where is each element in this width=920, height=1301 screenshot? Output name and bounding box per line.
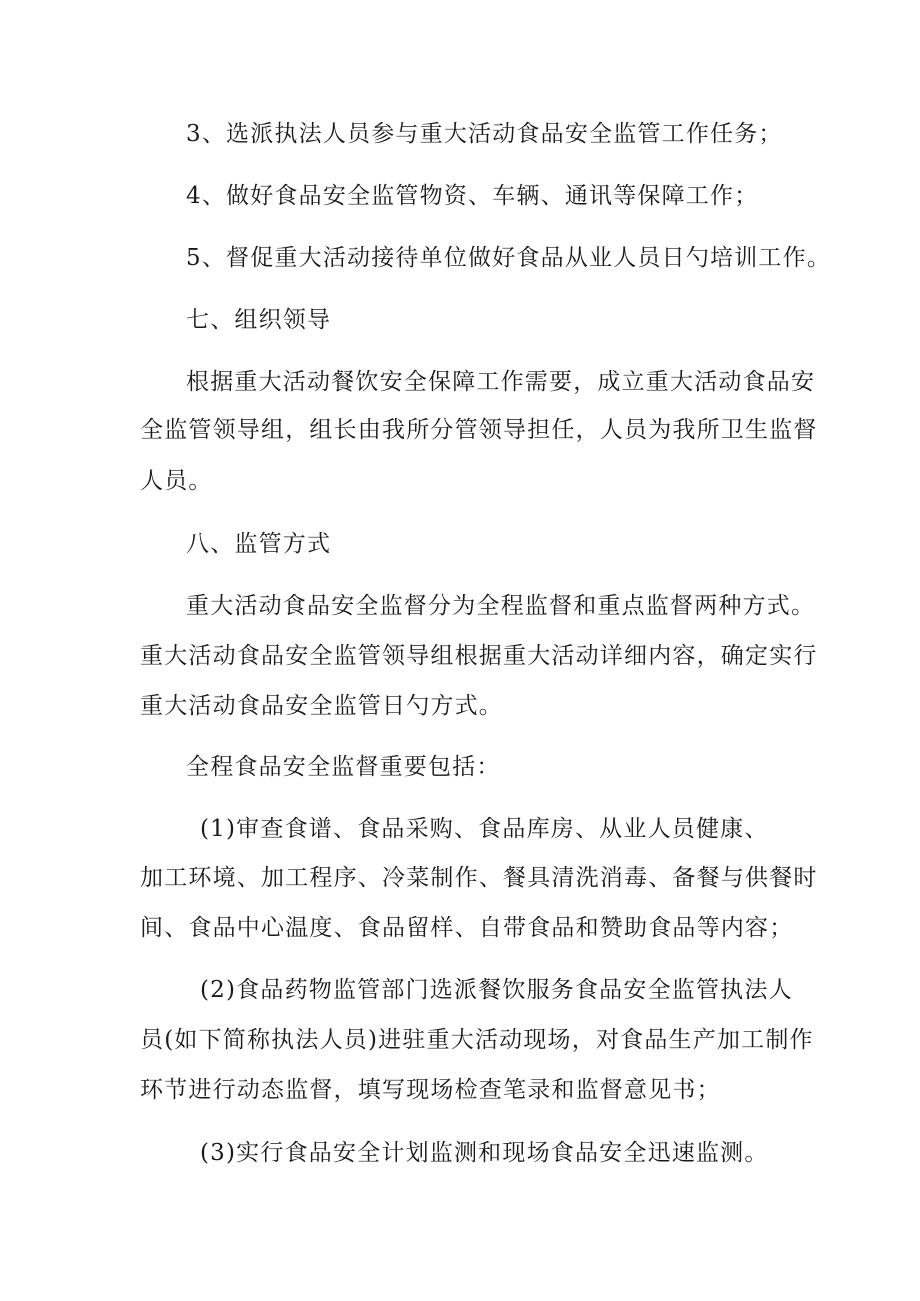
paragraph-line: 全监管领导组，组长由我所分管领导担任，人员为我所卫生监督 xyxy=(140,417,818,443)
numbered-item-line: 加工环境、加工程序、冷菜制作、餐具清洗消毒、备餐与供餐时 xyxy=(140,865,818,891)
numbered-item-line: (1)审查食谱、食品采购、食品库房、从业人员健康、 xyxy=(200,816,769,842)
numbered-item-line: (2)食品药物监管部门选派餐饮服务食品安全监管执法人 xyxy=(200,977,793,1003)
list-item-3: 3、选派执法人员参与重大活动食品安全监管工作任务； xyxy=(186,121,783,147)
numbered-item-line: (3)实行食品安全计划监测和现场食品安全迅速监测。 xyxy=(200,1140,769,1166)
section-heading-7: 七、组织领导 xyxy=(186,307,332,333)
section-heading-8: 八、监管方式 xyxy=(186,531,332,557)
paragraph-line: 全程食品安全监督重要包括： xyxy=(186,754,501,780)
numbered-item-line: 间、食品中心温度、食品留样、自带食品和赞助食品等内容； xyxy=(140,915,794,941)
list-item-5: 5、督促重大活动接待单位做好食品从业人员日勺培训工作。 xyxy=(186,245,832,271)
paragraph-line: 根据重大活动餐饮安全保障工作需要，成立重大活动食品安 xyxy=(186,369,816,395)
paragraph-line: 重大活动食品安全监管领导组根据重大活动详细内容，确定实行 xyxy=(140,643,818,669)
numbered-item-line: 员(如下简称执法人员)进驻重大活动现场，对食品生产加工制作 xyxy=(140,1027,814,1053)
paragraph-line: 重大活动食品安全监督分为全程监督和重点监督两种方式。 xyxy=(186,593,816,619)
paragraph-line: 重大活动食品安全监管日勺方式。 xyxy=(140,693,503,719)
numbered-item-line: 环节进行动态监督，填写现场检查笔录和监督意见书； xyxy=(140,1077,721,1103)
paragraph-line: 人员。 xyxy=(140,468,213,494)
list-item-4: 4、做好食品安全监管物资、车辆、通讯等保障工作； xyxy=(186,183,759,209)
